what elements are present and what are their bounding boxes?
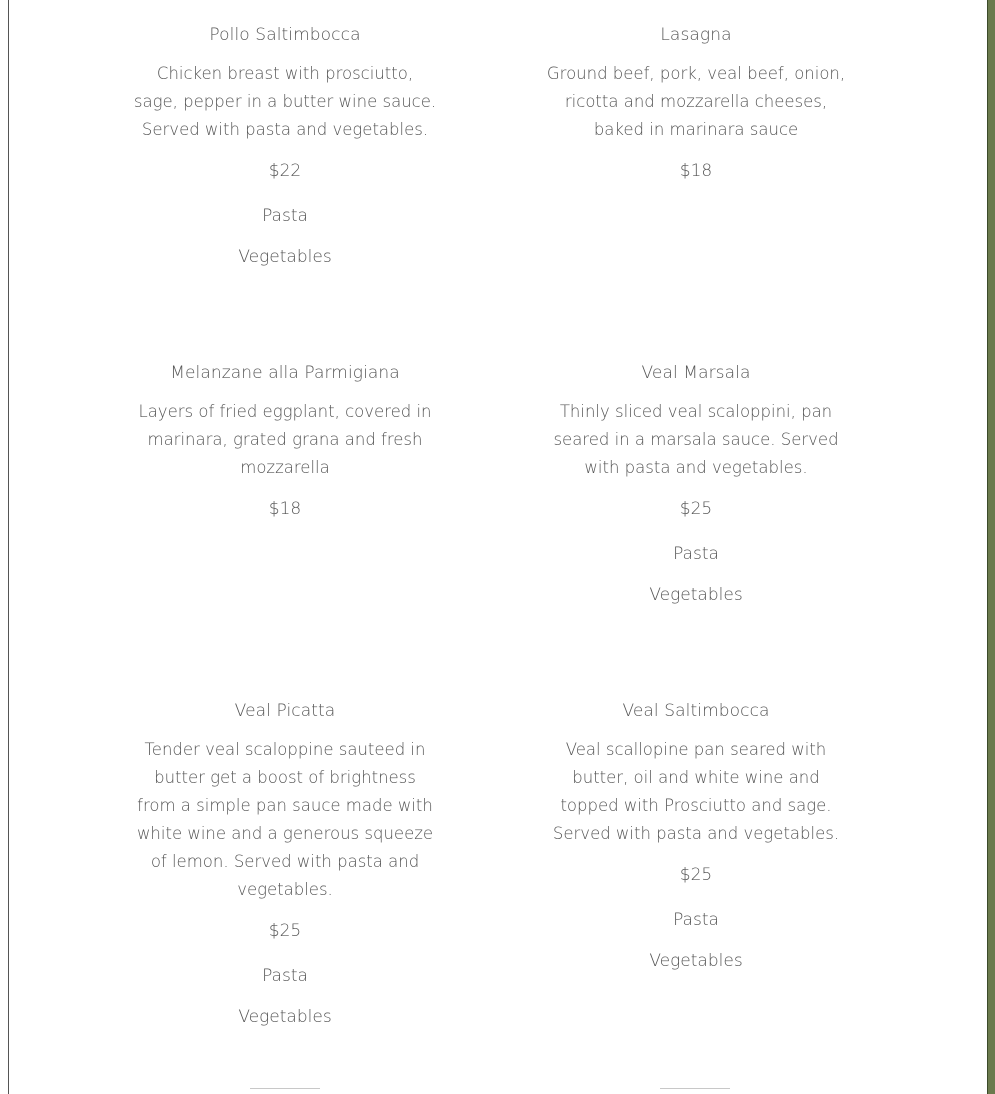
menu-item-description: Veal scallopine pan seared with butter, oil and white wine and topped with Prosciutto and sage. Served with pasta and vegetables. (552, 740, 840, 843)
menu-item-option-pasta[interactable]: Pasta (673, 544, 719, 564)
left-border-line (8, 0, 9, 1094)
menu-item-option-vegetables[interactable]: Vegetables (649, 951, 743, 971)
menu-item-option-vegetables[interactable]: Vegetables (238, 247, 332, 267)
menu-item-option-vegetables[interactable]: Vegetables (649, 585, 743, 605)
menu-item-price: $25 (268, 921, 302, 941)
menu-item-description: Ground beef, pork, veal beef, onion, ricotta and mozzarella cheeses, baked in marinara sauce (546, 64, 846, 139)
menu-item-description: Layers of fried eggplant, covered in marinara, grated grana and fresh mozzarella (138, 402, 432, 477)
menu-item-price: $25 (679, 499, 713, 519)
menu-item-option-vegetables[interactable]: Vegetables (238, 1007, 332, 1027)
menu-item-name: Veal Saltimbocca (622, 701, 770, 721)
menu-item-pollo-saltimbocca (125, 22, 445, 270)
menu-item-price: $25 (679, 865, 713, 885)
menu-item-description: Thinly sliced veal scaloppini, pan seared in a marsala sauce. Served with pasta and vegetables. (553, 402, 839, 477)
menu-item-name: Veal Picatta (234, 701, 336, 721)
menu-item-name: Lasagna (660, 25, 732, 45)
next-item-cutoff-left (250, 1084, 320, 1094)
menu-item-price: $22 (268, 161, 302, 181)
menu-item-name: Melanzane alla Parmigiana (170, 363, 400, 383)
menu-item-name: Veal Marsala (641, 363, 751, 383)
menu-item-price: $18 (679, 161, 713, 181)
right-accent-bar (987, 0, 995, 1094)
menu-item-option-pasta[interactable]: Pasta (262, 206, 308, 226)
menu-item-lasagna (536, 22, 856, 184)
menu-item-veal-picatta (125, 698, 445, 1030)
menu-item-description: Tender veal scaloppine sauteed in butter get a boost of brightness from a simple pan sauce made with white wine and a generous squeeze of lemon. Served with pasta and vegetables. (136, 740, 434, 899)
menu-item-veal-saltimbocca (536, 698, 856, 974)
menu-item-melanzane-alla-parmigiana (125, 360, 445, 522)
menu-item-name: Pollo Saltimbocca (209, 25, 361, 45)
menu-item-option-pasta[interactable]: Pasta (673, 910, 719, 930)
next-item-cutoff-right (660, 1084, 730, 1094)
menu-item-description: Chicken breast with prosciutto, sage, pepper in a butter wine sauce. Served with pasta and vegetables. (133, 64, 437, 139)
menu-item-option-pasta[interactable]: Pasta (262, 966, 308, 986)
menu-item-veal-marsala (536, 360, 856, 608)
menu-item-price: $18 (268, 499, 302, 519)
